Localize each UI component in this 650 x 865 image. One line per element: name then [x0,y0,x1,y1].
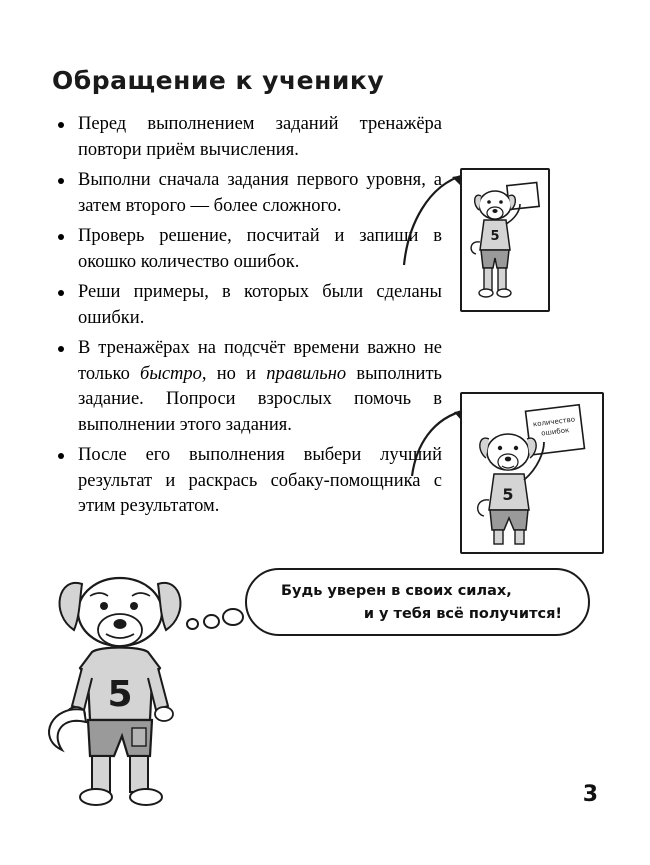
text-fragment: выполнить задание. Попроси взрослых помочь в выполнении этого задания. [78,363,442,435]
text-fragment: , но и [201,363,267,384]
svg-text:5: 5 [490,229,500,244]
list-item-text-with-italics [78,336,442,438]
text-fragment: В тренажёрах на подсчёт времени важно не только [78,338,442,384]
speech-bubble-text [247,580,588,626]
thought-dot-large [222,608,244,626]
card-caption-line2: ошибок [540,426,570,438]
page-number: 3 [582,782,598,807]
list-item-text: После его выполнения выбери лучший результат и раскрась собаку-помощника с этим результатом. [78,445,442,516]
illustration-frame-top [460,168,550,312]
thought-dot-medium [203,614,220,629]
list-item [52,112,442,163]
thought-dot-small [186,618,199,630]
page-title-text: Обращение к ученику [52,66,385,95]
italic-word-correct: правильно [266,363,347,384]
speech-line-1: Будь уверен в своих силах, [281,583,512,599]
italic-word-fast: быстро [140,363,202,384]
list-item [52,443,442,520]
page-title [52,66,384,95]
speech-line-2: и у тебя всё получится! [363,606,562,622]
list-item-text: Реши примеры, в которых были сделаны ошибки. [78,282,442,328]
list-item [52,224,442,275]
mascot-dog-illustration [28,560,228,810]
dog-holding-blank-card [462,170,548,310]
list-item-text: Перед выполнением заданий тренажёра повтори приём вычисления. [78,114,442,160]
shirt-number: 5 [107,674,133,715]
list-item-text: Проверь решение, посчитай и запиши в окошко количество ошибок. [78,226,442,272]
dog-holding-error-count-card [462,394,602,552]
card-caption-line1: количество [532,415,576,429]
speech-bubble [245,568,590,636]
instructions-list [52,112,442,525]
list-item [52,336,442,438]
list-item [52,280,442,331]
list-item-text: Выполни сначала задания первого уровня, а затем второго — более сложного. [78,170,442,216]
illustration-frame-bottom [460,392,604,554]
shirt-number: 5 [502,485,514,504]
list-item [52,168,442,219]
